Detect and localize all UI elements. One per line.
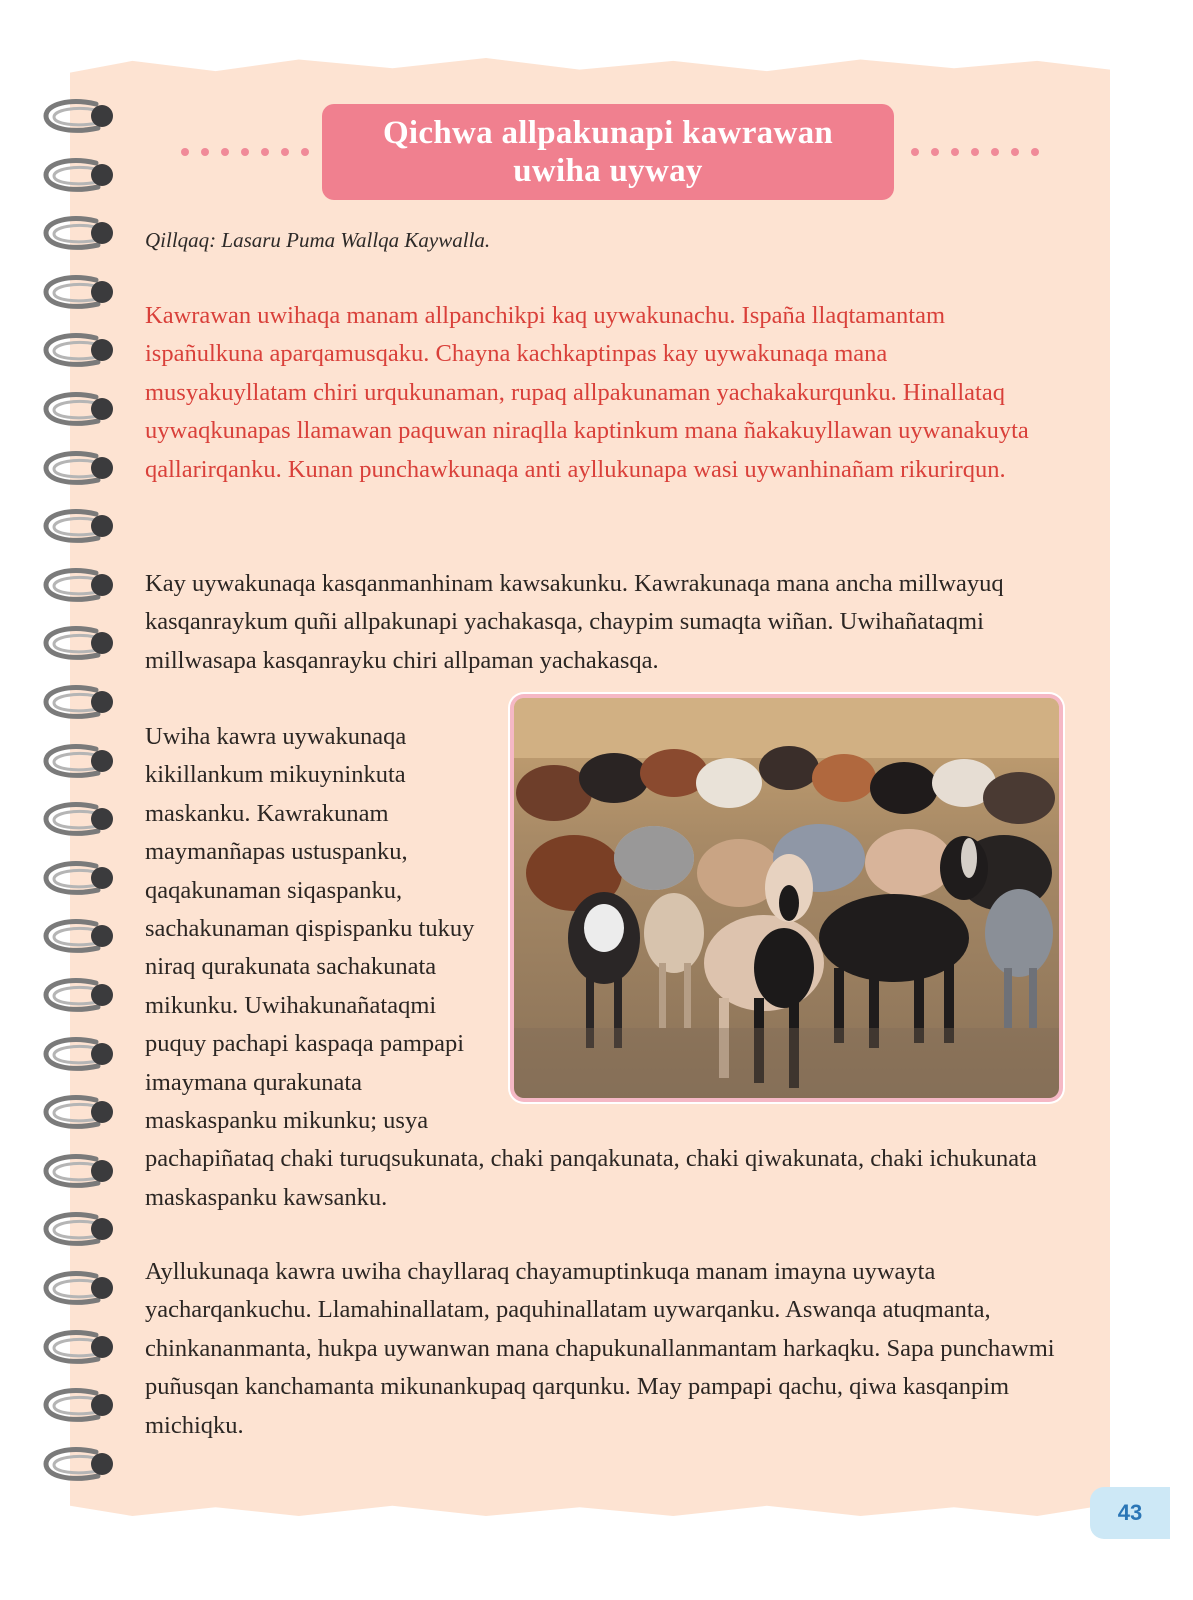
spiral-ring — [40, 682, 118, 722]
spiral-ring — [40, 1092, 118, 1132]
spiral-ring — [40, 1034, 118, 1074]
spiral-binding — [40, 96, 120, 1476]
spiral-ring — [40, 330, 118, 370]
page-title — [322, 104, 894, 200]
paragraph-4: Ayllukunaqa kawra uwiha chayllaraq chayamuptinkuqa manam imayna uywayta yacharqankuchu. Llamahinallatam, paquhinallatam uywarqanku. Aswanqa atuqmanta, chinkananmanta, hukpa uywanwan mana chapukunallanmantam harkaqku. Sapa punchawmi puñusqan kanchamanta mikunankupaq qarqunku. May pampapi qachu, qiwa kasqanpim michiqku. — [145, 1258, 1055, 1439]
spiral-ring — [40, 272, 118, 312]
spiral-ring — [40, 155, 118, 195]
spiral-ring — [40, 741, 118, 781]
page-number: 43 — [1090, 1487, 1170, 1539]
spiral-ring — [40, 213, 118, 253]
spiral-ring — [40, 448, 118, 488]
spiral-ring — [40, 1327, 118, 1367]
paragraph-3: Uwiha kawra uywakunaqa kikillankum mikuyninkuta maskanku. Kawrakunam maymanñapas ustuspanku, qaqakunaman siqaspanku, sachakunaman qispispanku tukuy niraq qurakunata sachakunata mikunku. Uwihakunañataqmi puquy pachapi kaspaqa pampapi imaymana qurakunata maskaspanku mikunku; usya pachapiñataq chaki turuqsukunata, chaki panqakunata, chaki qiwakunata, chaki ichukunata maskaspanku kawsanku. — [145, 723, 1037, 1211]
spiral-ring — [40, 975, 118, 1015]
spiral-ring — [40, 1444, 118, 1484]
author-line: Qillqaq: Lasaru Puma Wallqa Kaywalla. — [145, 228, 491, 252]
title-banner — [180, 104, 1040, 200]
goat-herd-photo — [514, 698, 1059, 1098]
paragraph-2: Kay uywakunaqa kasqanmanhinam kawsakunku. Kawrakunaqa mana ancha millwayuq kasqanraykum quñi allpakunapi yachakasqa, chaypim sumaqta wiñan. Uwihañataqmi millwasapa kasqanrayku chiri allpaman yachakasqa. — [145, 570, 1004, 674]
spiral-ring — [40, 1385, 118, 1425]
spiral-ring — [40, 858, 118, 898]
spiral-ring — [40, 506, 118, 546]
spiral-ring — [40, 623, 118, 663]
spiral-ring — [40, 389, 118, 429]
spiral-ring — [40, 565, 118, 605]
intro-paragraph: Kawrawan uwihaqa manam allpanchikpi kaq uywakunachu. Ispaña llaqtamantam ispañulkuna aparqamusqaku. Chayna kachkaptinpas kay uywakunaqa mana musyakuyllatam chiri urqukunaman, rupaq allpakunaman yachakakurqunku. Hinallataq uywaqkunapas llamawan paquwan niraqlla kaptinkum mana ñakakuyllawan uywanakuyta qallarirqanku. Kunan punchawkunaqa anti ayllukunapa wasi uywanhinañam rikurirqun. — [145, 302, 1029, 483]
goat-herd-illustration — [514, 698, 1059, 1098]
dotted-line-right — [900, 147, 1040, 157]
spiral-ring — [40, 96, 118, 136]
spiral-ring — [40, 916, 118, 956]
title-line-2: uwiha uyway — [513, 153, 703, 189]
spiral-ring — [40, 799, 118, 839]
spiral-ring — [40, 1268, 118, 1308]
dotted-line-left — [180, 147, 320, 157]
photo-frame — [514, 698, 1067, 1108]
paragraph-3-block — [145, 718, 1045, 1217]
spiral-ring — [40, 1151, 118, 1191]
title-line-1: Qichwa allpakunapi kawrawan — [382, 115, 834, 151]
spiral-ring — [40, 1209, 118, 1249]
